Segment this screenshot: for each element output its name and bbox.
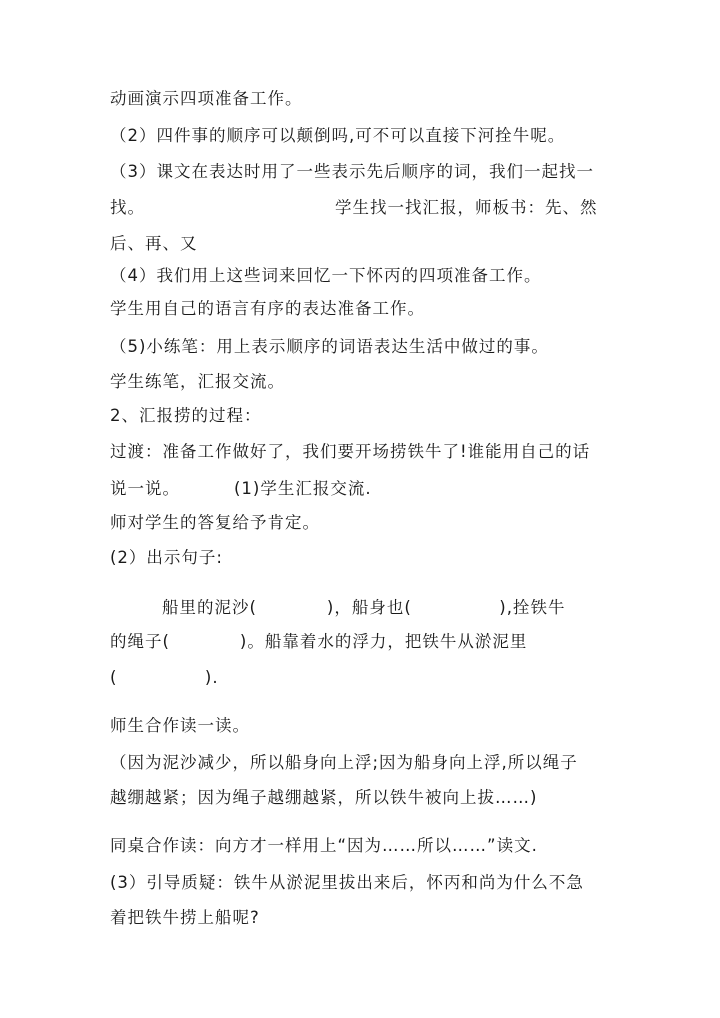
text-line: 师对学生的答复给予肯定。 [110, 513, 320, 532]
text-segment: (1)学生汇报交流. [234, 479, 372, 498]
text-line-split [110, 478, 372, 500]
text-line: (2）出示句子: [110, 548, 223, 567]
text-line: 动画演示四项准备工作。 [110, 89, 303, 108]
text-line: 学生练笔，汇报交流。 [110, 372, 285, 391]
text-line: (3）引导质疑：铁牛从淤泥里拔出来后，怀丙和尚为什么不急 [110, 873, 584, 892]
text-line: 师生合作读一读。 [110, 716, 250, 735]
text-line: 船里的泥沙( )，船身也( ),拴铁牛 [162, 598, 566, 617]
text-line: （因为泥沙减少，所以船身向上浮;因为船身向上浮,所以绳子 [110, 753, 578, 772]
text-line: （4）我们用上这些词来回忆一下怀丙的四项准备工作。 [110, 266, 542, 285]
text-line: 同桌合作读：向方才一样用上“因为……所以……”读文. [110, 836, 538, 855]
text-line: （2）四件事的顺序可以颠倒吗,可不可以直接下河拴牛呢。 [110, 126, 566, 145]
text-line: 后、再、又 [110, 234, 198, 253]
text-line: 着把铁牛捞上船呢? [110, 908, 260, 927]
text-line: （3）课文在表达时用了一些表示先后顺序的词，我们一起找一 [110, 162, 594, 181]
text-line: 过渡：准备工作做好了，我们要开场捞铁牛了!谁能用自己的话 [110, 442, 591, 461]
text-line: 学生用自己的语言有序的表达准备工作。 [110, 299, 425, 318]
text-line-split [110, 197, 598, 219]
text-line: 2、汇报捞的过程： [110, 406, 262, 425]
text-line: （5)小练笔：用上表示顺序的词语表达生活中做过的事。 [110, 337, 549, 356]
text-segment: 说一说。 [110, 479, 180, 498]
text-segment: 学生找一找汇报，师板书：先、然 [335, 198, 598, 217]
text-line: ( ). [110, 668, 219, 687]
text-segment: 找。 [110, 198, 145, 217]
text-line: 的绳子( )。船靠着水的浮力，把铁牛从淤泥里 [110, 632, 528, 651]
text-line: 越绷越紧；因为绳子越绷越紧，所以铁牛被向上拔……) [110, 788, 538, 807]
